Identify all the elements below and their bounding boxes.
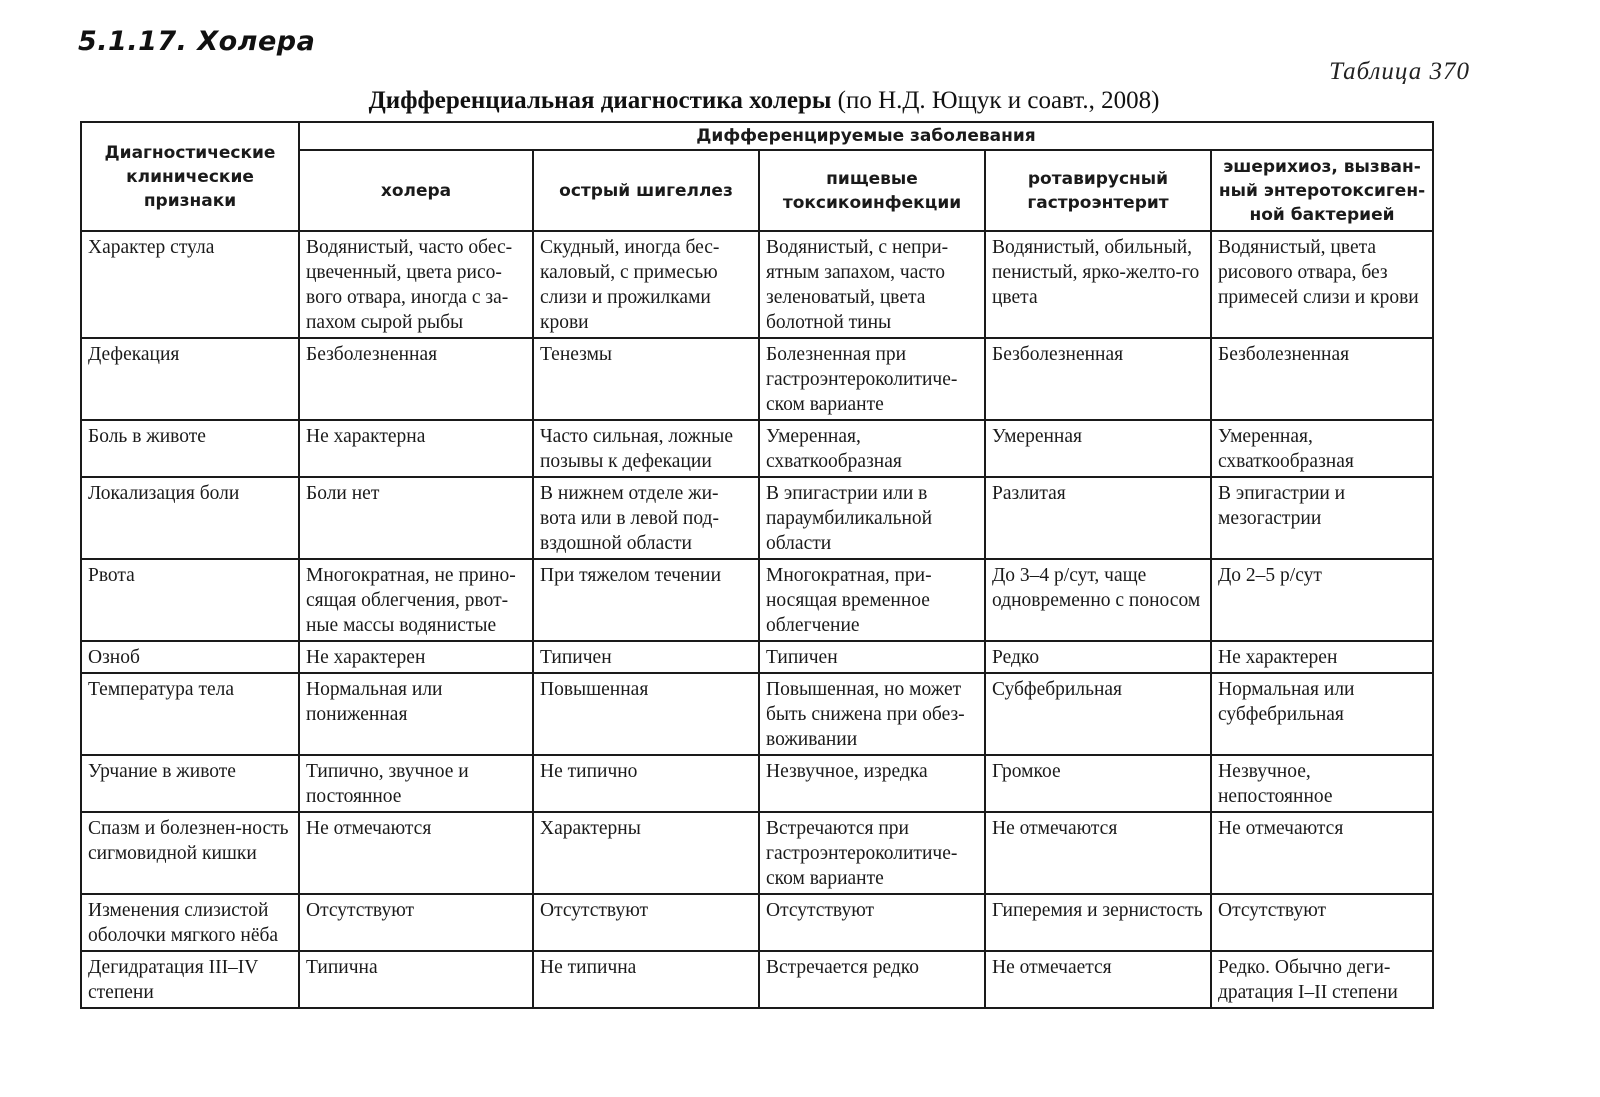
table-cell: Отсутствуют	[533, 894, 759, 951]
header-signs: Диагностические клинические признаки	[81, 122, 299, 231]
table-cell: Многократная, при-носящая временное облегчение	[759, 559, 985, 641]
table-cell: Отсутствуют	[1211, 894, 1433, 951]
table-cell: Водянистый, обильный, пенистый, ярко-желто-го цвета	[985, 231, 1211, 338]
table-number: Таблица 370	[1329, 58, 1470, 85]
table-row	[81, 951, 1433, 1008]
table-cell: Не типично	[533, 755, 759, 812]
table-row	[81, 420, 1433, 477]
table-header	[81, 122, 1433, 231]
table-cell: Редко	[985, 641, 1211, 673]
header-rotavirus: ротавирусный гастроэнтерит	[985, 150, 1211, 231]
header-food-toxicoinfection: пищевые токсикоинфекции	[759, 150, 985, 231]
table-cell: Болезненная при гастроэнтероколитиче-ском варианте	[759, 338, 985, 420]
table-cell: В нижнем отделе жи-вота или в левой под-вздошной области	[533, 477, 759, 559]
header-cholera: холера	[299, 150, 533, 231]
table-cell: Незвучное, изредка	[759, 755, 985, 812]
table-cell: Умеренная	[985, 420, 1211, 477]
row-sign-cell: Рвота	[81, 559, 299, 641]
row-sign-cell: Температура тела	[81, 673, 299, 755]
table-cell: При тяжелом течении	[533, 559, 759, 641]
table-cell: В эпигастрии или в параумбиликальной области	[759, 477, 985, 559]
table-cell: Боли нет	[299, 477, 533, 559]
table-cell: Гиперемия и зернистость	[985, 894, 1211, 951]
section-heading: 5.1.17. Холера	[78, 26, 316, 57]
table-cell: Водянистый, с непри-ятным запахом, часто зеленоватый, цвета болотной тины	[759, 231, 985, 338]
table-cell: Не типична	[533, 951, 759, 1008]
table-cell: Не отмечаются	[985, 812, 1211, 894]
table-cell: Часто сильная, ложные позывы к дефекации	[533, 420, 759, 477]
table-cell: Типичен	[533, 641, 759, 673]
table-cell: Типична	[299, 951, 533, 1008]
table-row	[81, 477, 1433, 559]
table-cell: Встречаются при гастроэнтероколитиче-ском варианте	[759, 812, 985, 894]
table-body	[81, 231, 1433, 1008]
table-row	[81, 894, 1433, 951]
table-cell: Повышенная	[533, 673, 759, 755]
table-cell: Не отмечаются	[299, 812, 533, 894]
row-sign-cell: Спазм и болезнен-ность сигмовидной кишки	[81, 812, 299, 894]
table-cell: В эпигастрии и мезогастрии	[1211, 477, 1433, 559]
header-diseases-group: Дифференцируемые заболевания	[299, 122, 1433, 150]
header-shigellosis: острый шигеллез	[533, 150, 759, 231]
table-row	[81, 641, 1433, 673]
row-sign-cell: Боль в животе	[81, 420, 299, 477]
table-cell: Безболезненная	[299, 338, 533, 420]
table-cell: Громкое	[985, 755, 1211, 812]
table-cell: Нормальная или пониженная	[299, 673, 533, 755]
row-sign-cell: Дегидратация III–IV степени	[81, 951, 299, 1008]
table-row	[81, 559, 1433, 641]
table-cell: Умеренная, схваткообразная	[1211, 420, 1433, 477]
row-sign-cell: Урчание в животе	[81, 755, 299, 812]
table-cell: Редко. Обычно деги-дратация I–II степени	[1211, 951, 1433, 1008]
table-cell: Субфебрильная	[985, 673, 1211, 755]
row-sign-cell: Озноб	[81, 641, 299, 673]
differential-diagnosis-table	[80, 121, 1434, 1009]
table-cell: Отсутствуют	[299, 894, 533, 951]
table-cell: Разлитая	[985, 477, 1211, 559]
table-cell: Не отмечается	[985, 951, 1211, 1008]
table-cell: Характерны	[533, 812, 759, 894]
row-sign-cell: Дефекация	[81, 338, 299, 420]
table-cell: Отсутствуют	[759, 894, 985, 951]
table-cell: Не характерен	[1211, 641, 1433, 673]
table-cell: Встречается редко	[759, 951, 985, 1008]
table-cell: Не характерна	[299, 420, 533, 477]
table-row	[81, 812, 1433, 894]
row-sign-cell: Характер стула	[81, 231, 299, 338]
header-escherichiosis: эшерихиоз, вызван-ный энтеротоксиген-ной бактерией	[1211, 150, 1433, 231]
table-row	[81, 755, 1433, 812]
table-cell: Типичен	[759, 641, 985, 673]
table-cell: До 2–5 р/сут	[1211, 559, 1433, 641]
table-cell: Не характерен	[299, 641, 533, 673]
table-cell: Безболезненная	[985, 338, 1211, 420]
table-cell: Водянистый, цвета рисового отвара, без примесей слизи и крови	[1211, 231, 1433, 338]
table-cell: Водянистый, часто обес-цвеченный, цвета рисо-вого отвара, иногда с за-пахом сырой рыбы	[299, 231, 533, 338]
table-cell: Типично, звучное и постоянное	[299, 755, 533, 812]
table-cell: Скудный, иногда бес-каловый, с примесью слизи и прожилками крови	[533, 231, 759, 338]
table-cell: Незвучное, непостоянное	[1211, 755, 1433, 812]
caption-source: (по Н.Д. Ющук и соавт., 2008)	[831, 87, 1160, 114]
table-cell: Повышенная, но может быть снижена при обез-воживании	[759, 673, 985, 755]
header-row-group	[81, 122, 1433, 150]
table-caption	[0, 87, 1528, 115]
table-row	[81, 673, 1433, 755]
table-cell: Умеренная, схваткообразная	[759, 420, 985, 477]
table-cell: Многократная, не прино-сящая облегчения, рвот-ные массы водянистые	[299, 559, 533, 641]
row-sign-cell: Локализация боли	[81, 477, 299, 559]
table-row	[81, 338, 1433, 420]
caption-title: Дифференциальная диагностика холеры	[368, 87, 832, 114]
table-cell: До 3–4 р/сут, чаще одновременно с поносом	[985, 559, 1211, 641]
row-sign-cell: Изменения слизистой оболочки мягкого нёба	[81, 894, 299, 951]
table-cell: Тенезмы	[533, 338, 759, 420]
table-cell: Не отмечаются	[1211, 812, 1433, 894]
table-cell: Нормальная или субфебрильная	[1211, 673, 1433, 755]
table-cell: Безболезненная	[1211, 338, 1433, 420]
table-row	[81, 231, 1433, 338]
